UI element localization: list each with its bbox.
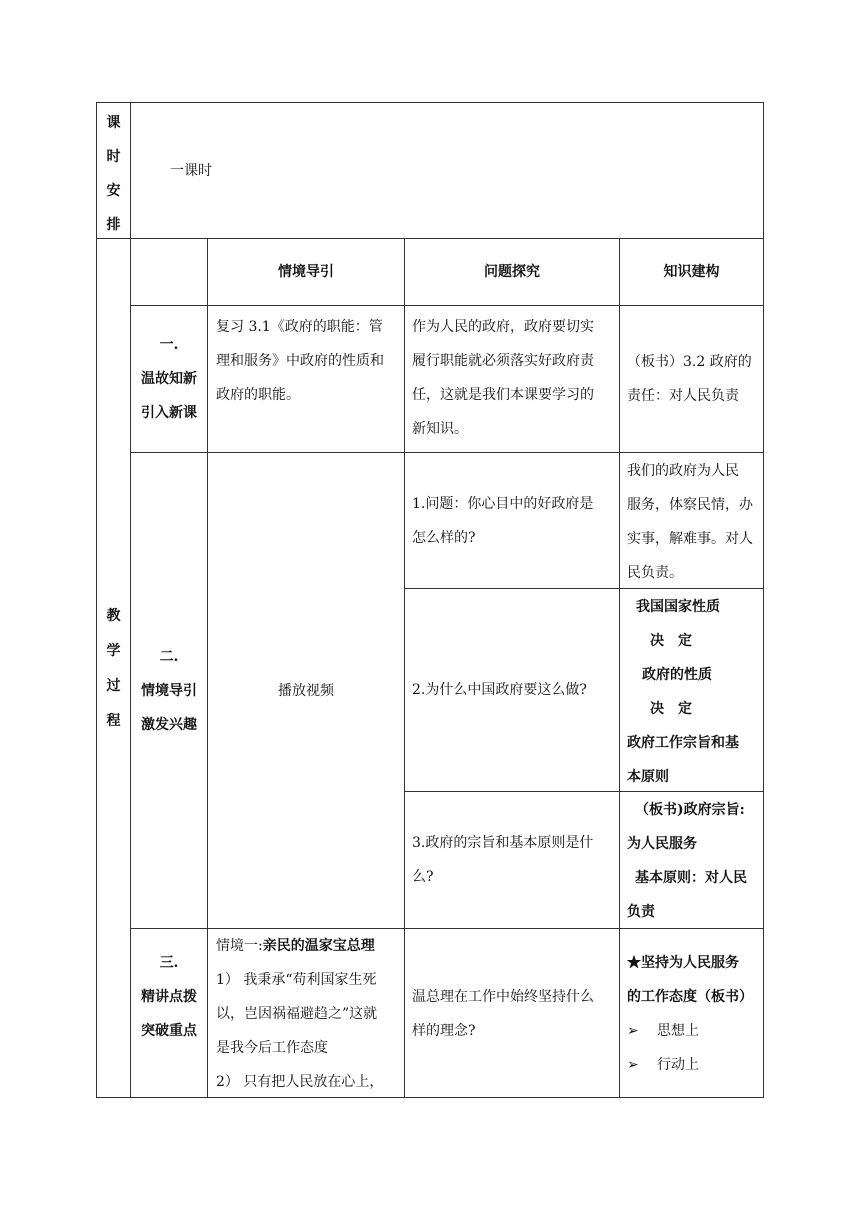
- col3-divider: [619, 238, 620, 1098]
- header-knowledge: 知识建构: [663, 264, 720, 280]
- section1-inquiry: [412, 310, 618, 446]
- schedule-label-char: 安: [106, 183, 121, 199]
- text-line: 服务，体察民情，办: [627, 497, 753, 513]
- schedule-label-char: 课: [106, 115, 121, 131]
- header-situation: 情境导引: [278, 264, 334, 280]
- text-line: 1） 我秉承“苟利国家生死: [216, 972, 377, 988]
- schedule-label-char: 排: [106, 217, 121, 233]
- text-line: 政府工作宗旨和基: [627, 735, 739, 751]
- question-2: [412, 589, 618, 791]
- section2-num: 二.: [159, 648, 179, 665]
- situation-title: [216, 929, 402, 963]
- section3-title-line: 突破重点: [141, 1023, 197, 1039]
- process-label-char: 教: [106, 608, 121, 624]
- text-line: 决 定: [650, 633, 692, 649]
- text-line: 的工作态度（板书）: [627, 989, 753, 1005]
- text-line: 2） 只有把人民放在心上，: [216, 1074, 384, 1090]
- arrow-bullet-icon: ➢: [627, 1057, 639, 1073]
- section1-knowledge: [627, 306, 763, 452]
- section1-situation: [216, 310, 402, 412]
- text-line: ★坚持为人民服务: [627, 955, 739, 971]
- text-line: 责任：对人民负责: [627, 388, 739, 404]
- question-3: [412, 792, 618, 928]
- text-line: 基本原则：对人民: [635, 870, 747, 886]
- text-line: 民负责。: [627, 565, 683, 581]
- process-label-char: 过: [106, 678, 121, 694]
- text-line: 为人民服务: [627, 836, 697, 852]
- text-line: 政府的性质: [642, 667, 712, 683]
- section3-situation: [216, 929, 402, 1099]
- text-line: 我国国家性质: [636, 599, 720, 615]
- text-line: 我们的政府为人民: [627, 463, 739, 479]
- schedule-label: [97, 103, 130, 238]
- bullet-text: 行动上: [657, 1057, 699, 1073]
- section3-num: 三.: [159, 955, 179, 971]
- schedule-label-char: 时: [106, 149, 121, 165]
- section3-title-line: 精讲点拨: [141, 989, 197, 1005]
- knowledge-2: [627, 590, 763, 794]
- text-line: 样的理念?: [412, 1023, 476, 1039]
- section3-knowledge: [627, 946, 763, 1082]
- text-line: 履行职能就必须落实好政府责: [412, 353, 594, 369]
- bullet-text: 思想上: [657, 1023, 699, 1039]
- text-line: 新知识。: [412, 421, 468, 437]
- text-line: 作为人民的政府，政府要切实: [412, 319, 594, 335]
- situation-title-bold: 亲民的温家宝总理: [262, 938, 375, 954]
- situation-title-prefix: 情境一:: [216, 938, 263, 954]
- text-line: 任，这就是我们本课要学习的: [412, 387, 594, 403]
- table-border-bottom: [96, 1097, 764, 1098]
- knowledge-1: [627, 454, 763, 590]
- text-line: 本原则: [627, 769, 669, 785]
- text-line: 1.问题：你心目中的好政府是: [412, 495, 594, 512]
- table-border-top: [96, 102, 764, 103]
- text-line: 决 定: [650, 701, 692, 717]
- knowledge-3: [627, 793, 763, 929]
- process-label-char: 学: [106, 643, 121, 659]
- text-line: 怎么样的?: [412, 529, 476, 546]
- section3-title: [131, 946, 207, 1048]
- text-line: 温总理在工作中始终坚持什么: [412, 989, 594, 1005]
- text-line: 是我今后工作态度: [216, 1040, 328, 1056]
- text-line: 政府的职能。: [216, 387, 300, 403]
- section2-title-line: 情境导引: [141, 682, 197, 699]
- text-line: 么?: [412, 869, 434, 885]
- process-label-char: 程: [106, 713, 121, 729]
- section1-title-line: 温故知新: [141, 371, 197, 387]
- process-label: [97, 599, 130, 739]
- text-line: 2.为什么中国政府要这么做?: [412, 682, 587, 698]
- section1-num: 一.: [159, 337, 179, 353]
- text-line: 3.政府的宗旨和基本原则是什: [412, 835, 594, 851]
- question-1: [412, 453, 618, 588]
- section3-inquiry: [412, 980, 618, 1048]
- bullet-item: [627, 1014, 763, 1048]
- section2-situation: 播放视频: [278, 682, 334, 699]
- header-inquiry: 问题探究: [484, 264, 540, 280]
- schedule-value: 一课时: [170, 163, 212, 179]
- text-line: 负责: [627, 904, 655, 920]
- text-line: （板书）3.2 政府的: [627, 354, 752, 370]
- bullet-item: [627, 1048, 763, 1082]
- text-line: （板书)政府宗旨:: [635, 802, 745, 818]
- arrow-bullet-icon: ➢: [627, 1023, 639, 1039]
- section1-title: [131, 306, 207, 452]
- text-line: 实事，解难事。对人: [627, 531, 753, 547]
- section2-title: [131, 453, 207, 928]
- text-line: 理和服务》中政府的性质和: [216, 353, 384, 369]
- text-line: 复习 3.1《政府的职能：管: [216, 319, 383, 335]
- table-border-right: [763, 102, 764, 1098]
- col2-divider: [404, 238, 405, 1098]
- section2-title-line: 激发兴趣: [141, 716, 197, 733]
- section1-title-line: 引入新课: [141, 405, 197, 421]
- text-line: 以，岂因祸福避趋之”这就: [216, 1006, 378, 1022]
